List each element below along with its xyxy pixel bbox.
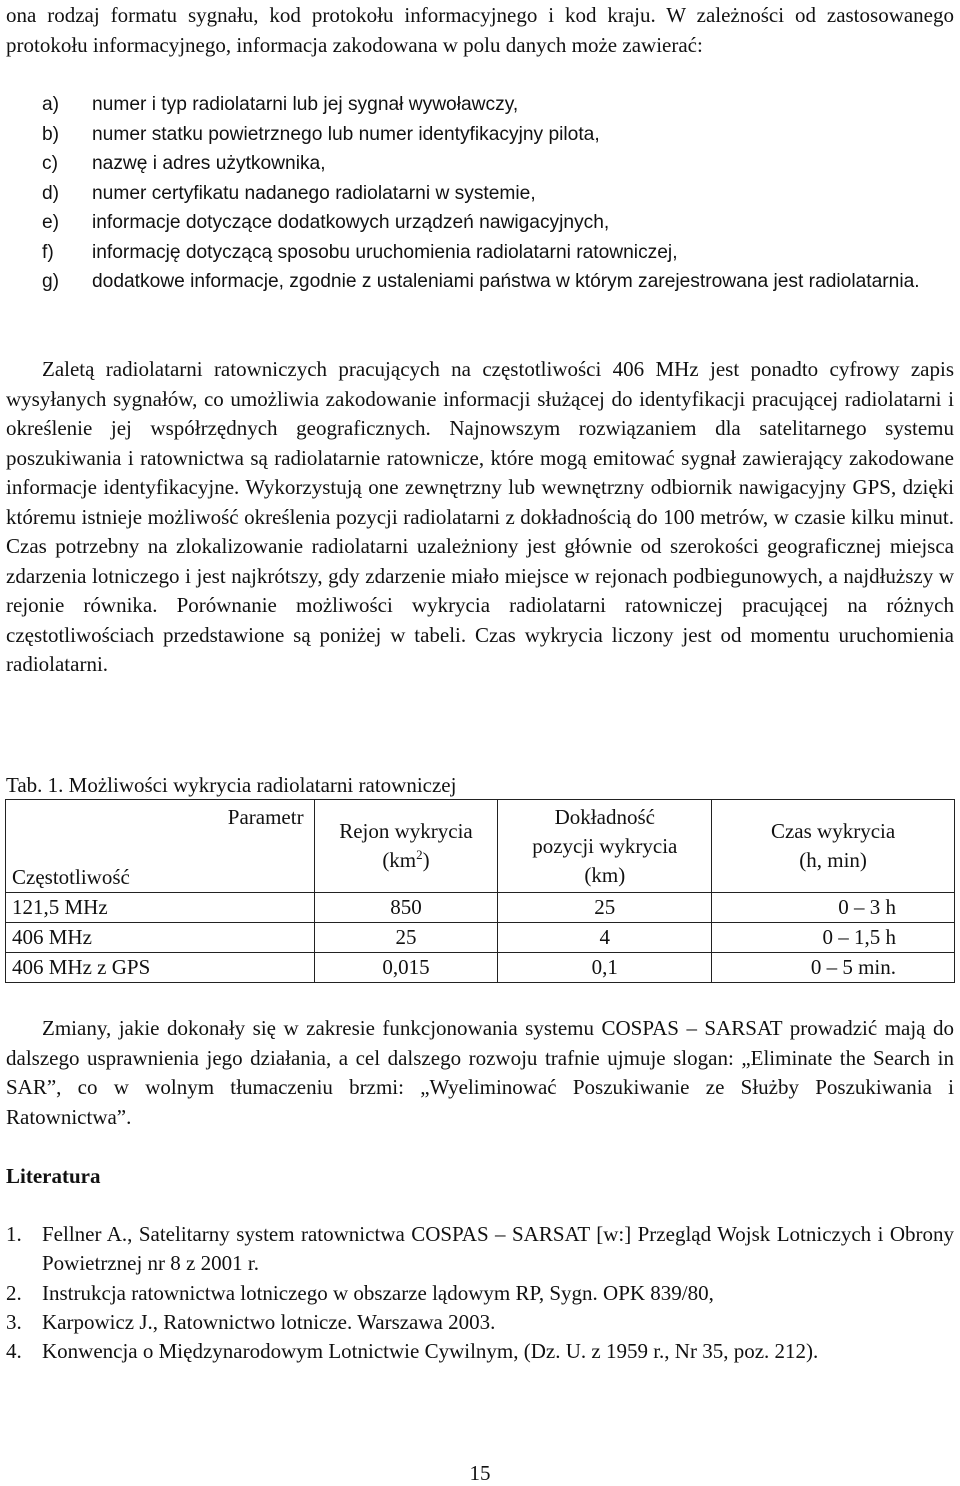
header-area-close: ) — [422, 848, 430, 872]
reference-number: 1. — [6, 1222, 22, 1246]
list-marker: d) — [42, 182, 60, 204]
list-marker: c) — [42, 153, 58, 174]
cell-accuracy: 25 — [498, 893, 712, 923]
header-accuracy-line3: (km) — [584, 862, 626, 887]
reference-text: Karpowicz J., Ratownictwo lotnicze. Warszawa 2003. — [42, 1309, 496, 1334]
detection-table — [5, 799, 955, 983]
header-area — [314, 800, 498, 893]
reference-number: 2. — [6, 1280, 22, 1305]
page-number: 15 — [469, 1461, 491, 1485]
cell-area: 0,015 — [314, 953, 498, 983]
header-time-line1: Czas wykrycia — [770, 819, 896, 843]
header-area-sup: 2 — [416, 847, 423, 862]
list-item — [6, 120, 954, 150]
header-area-line2 — [321, 846, 492, 875]
literature-list — [6, 1220, 954, 1366]
cell-accuracy: 4 — [498, 923, 712, 953]
table-header-row — [6, 800, 955, 893]
reference-text: Konwencja o Międzynarodowym Lotnictwie Cywilnym, (Dz. U. z 1959 r., Nr 35, poz. 212). — [42, 1339, 819, 1364]
list-item — [6, 267, 954, 297]
list-item-text: informacje dotyczące dodatkowych urządzeń nawigacyjnych, — [92, 212, 610, 233]
list-item-text: numer statku powietrznego lub numer identyfikacyjny pilota, — [92, 123, 600, 145]
conclusion-paragraph: Zmiany, jakie dokonały się w zakresie funkcjonowania systemu COSPAS – SARSAT prowadzić mają do dalszego usprawnienia jego działania, a cel dalszego rozwoju trafnie ujmuje slogan: „Eliminate the Search in SAR”, co w wolnym tłumaczeniu brzmi: „Wyeliminować Poszukiwanie ze Służby Poszukiwania i Ratownictwa”. — [6, 1016, 954, 1129]
table-row — [6, 953, 955, 983]
reference-item — [6, 1220, 954, 1279]
header-frequency: Częstotliwość — [12, 865, 130, 889]
reference-item — [6, 1308, 954, 1337]
cell-frequency: 121,5 MHz — [6, 893, 315, 923]
list-item-text: nazwę i adres użytkownika, — [92, 153, 326, 174]
header-accuracy — [498, 800, 712, 893]
header-area-unit: (km — [382, 848, 417, 872]
header-accuracy-line2: pozycji wykrycia — [532, 833, 678, 858]
list-marker: g) — [42, 271, 60, 292]
cell-time: 0 – 1,5 h — [712, 923, 955, 953]
header-corner-cell — [6, 800, 315, 893]
table-row — [6, 923, 955, 953]
list-item — [6, 90, 954, 120]
list-item — [6, 208, 954, 238]
encoded-info-list — [6, 90, 954, 297]
cell-frequency: 406 MHz — [6, 923, 315, 953]
cell-area: 850 — [314, 893, 498, 923]
table-row — [6, 893, 955, 923]
cell-time: 0 – 3 h — [712, 893, 955, 923]
list-item — [6, 149, 954, 179]
list-marker: b) — [42, 123, 60, 145]
list-item — [6, 179, 954, 209]
list-item-text: informację dotyczącą sposobu uruchomienia radiolatarni ratowniczej, — [92, 241, 678, 263]
literature-heading: Literatura — [6, 1164, 101, 1188]
list-item-text: numer certyfikatu nadanego radiolatarni w systemie, — [92, 182, 536, 204]
header-time-line2: (h, min) — [799, 848, 867, 872]
cell-time: 0 – 5 min. — [712, 953, 955, 983]
reference-item — [6, 1279, 954, 1308]
reference-number: 3. — [6, 1309, 22, 1334]
intro-paragraph: ona rodzaj formatu sygnału, kod protokołu informacyjnego i kod kraju. W zależności od zastosowanego protokołu informacyjnego, informacja zakodowana w polu danych może zawierać: — [6, 3, 954, 57]
reference-item — [6, 1337, 954, 1366]
reference-text: Fellner A., Satelitarny system ratownictwa COSPAS – SARSAT [w:] Przegląd Wojsk Lotniczych i Obrony Powietrznej nr 8 z 2001 r. — [42, 1222, 954, 1276]
table-caption: Tab. 1. Możliwości wykrycia radiolatarni ratowniczej — [6, 773, 457, 797]
body-paragraph: Zaletą radiolatarni ratowniczych pracujących na częstotliwości 406 MHz jest ponadto cyfrowy zapis wysyłanych sygnałów, co umożliwia zakodowanie informacji służącej do identyfikacji pracującej radiolatarni i określenie jej współrzędnych geograficznych. Najnowszym rozwiązaniem dla satelitarnego systemu poszukiwania i ratownictwa są radiolatarnie ratownicze, które mogą emitować sygnał zawierający zakodowane informacje identyfikacyjne. Wykorzystują one zewnętrzny lub wewnętrzny odbiornik nawigacyjny GPS, dzięki któremu istnieje możliwość określenia pozycji radiolatarni z dokładnością do 100 metrów, w czasie kilku minut. Czas potrzebny na zlokalizowanie radiolatarni uzależniony jest głównie od szerokości geograficznej miejsca zdarzenia lotniczego i jest najkrótszy, gdy zdarzenie miało miejsce w rejonach podbiegunowych, a najdłuższy w rejonie równika. Porównanie możliwości wykrycia radiolatarni ratowniczej pracującej na różnych częstotliwościach przedstawione są poniżej w tabeli. Czas wykrycia liczony jest od momentu uruchomienia radiolatarni. — [6, 357, 954, 676]
reference-number: 4. — [6, 1339, 22, 1364]
header-time — [712, 800, 955, 893]
reference-text: Instrukcja ratownictwa lotniczego w obszarze lądowym RP, Sygn. OPK 839/80, — [42, 1280, 714, 1305]
header-accuracy-line1: Dokładność — [554, 804, 655, 829]
list-item-text: numer i typ radiolatarni lub jej sygnał wywoławczy, — [92, 94, 519, 115]
list-marker: f) — [42, 241, 54, 263]
header-area-line1: Rejon wykrycia — [339, 819, 473, 843]
list-marker: a) — [42, 94, 60, 115]
list-marker: e) — [42, 212, 60, 233]
list-item — [6, 238, 954, 268]
list-item-text: dodatkowe informacje, zgodnie z ustaleniami państwa w którym zarejestrowana jest radiolatarnia. — [92, 271, 920, 292]
header-parameter: Parametr — [227, 805, 304, 829]
cell-accuracy: 0,1 — [498, 953, 712, 983]
cell-frequency: 406 MHz z GPS — [6, 953, 315, 983]
cell-area: 25 — [314, 923, 498, 953]
